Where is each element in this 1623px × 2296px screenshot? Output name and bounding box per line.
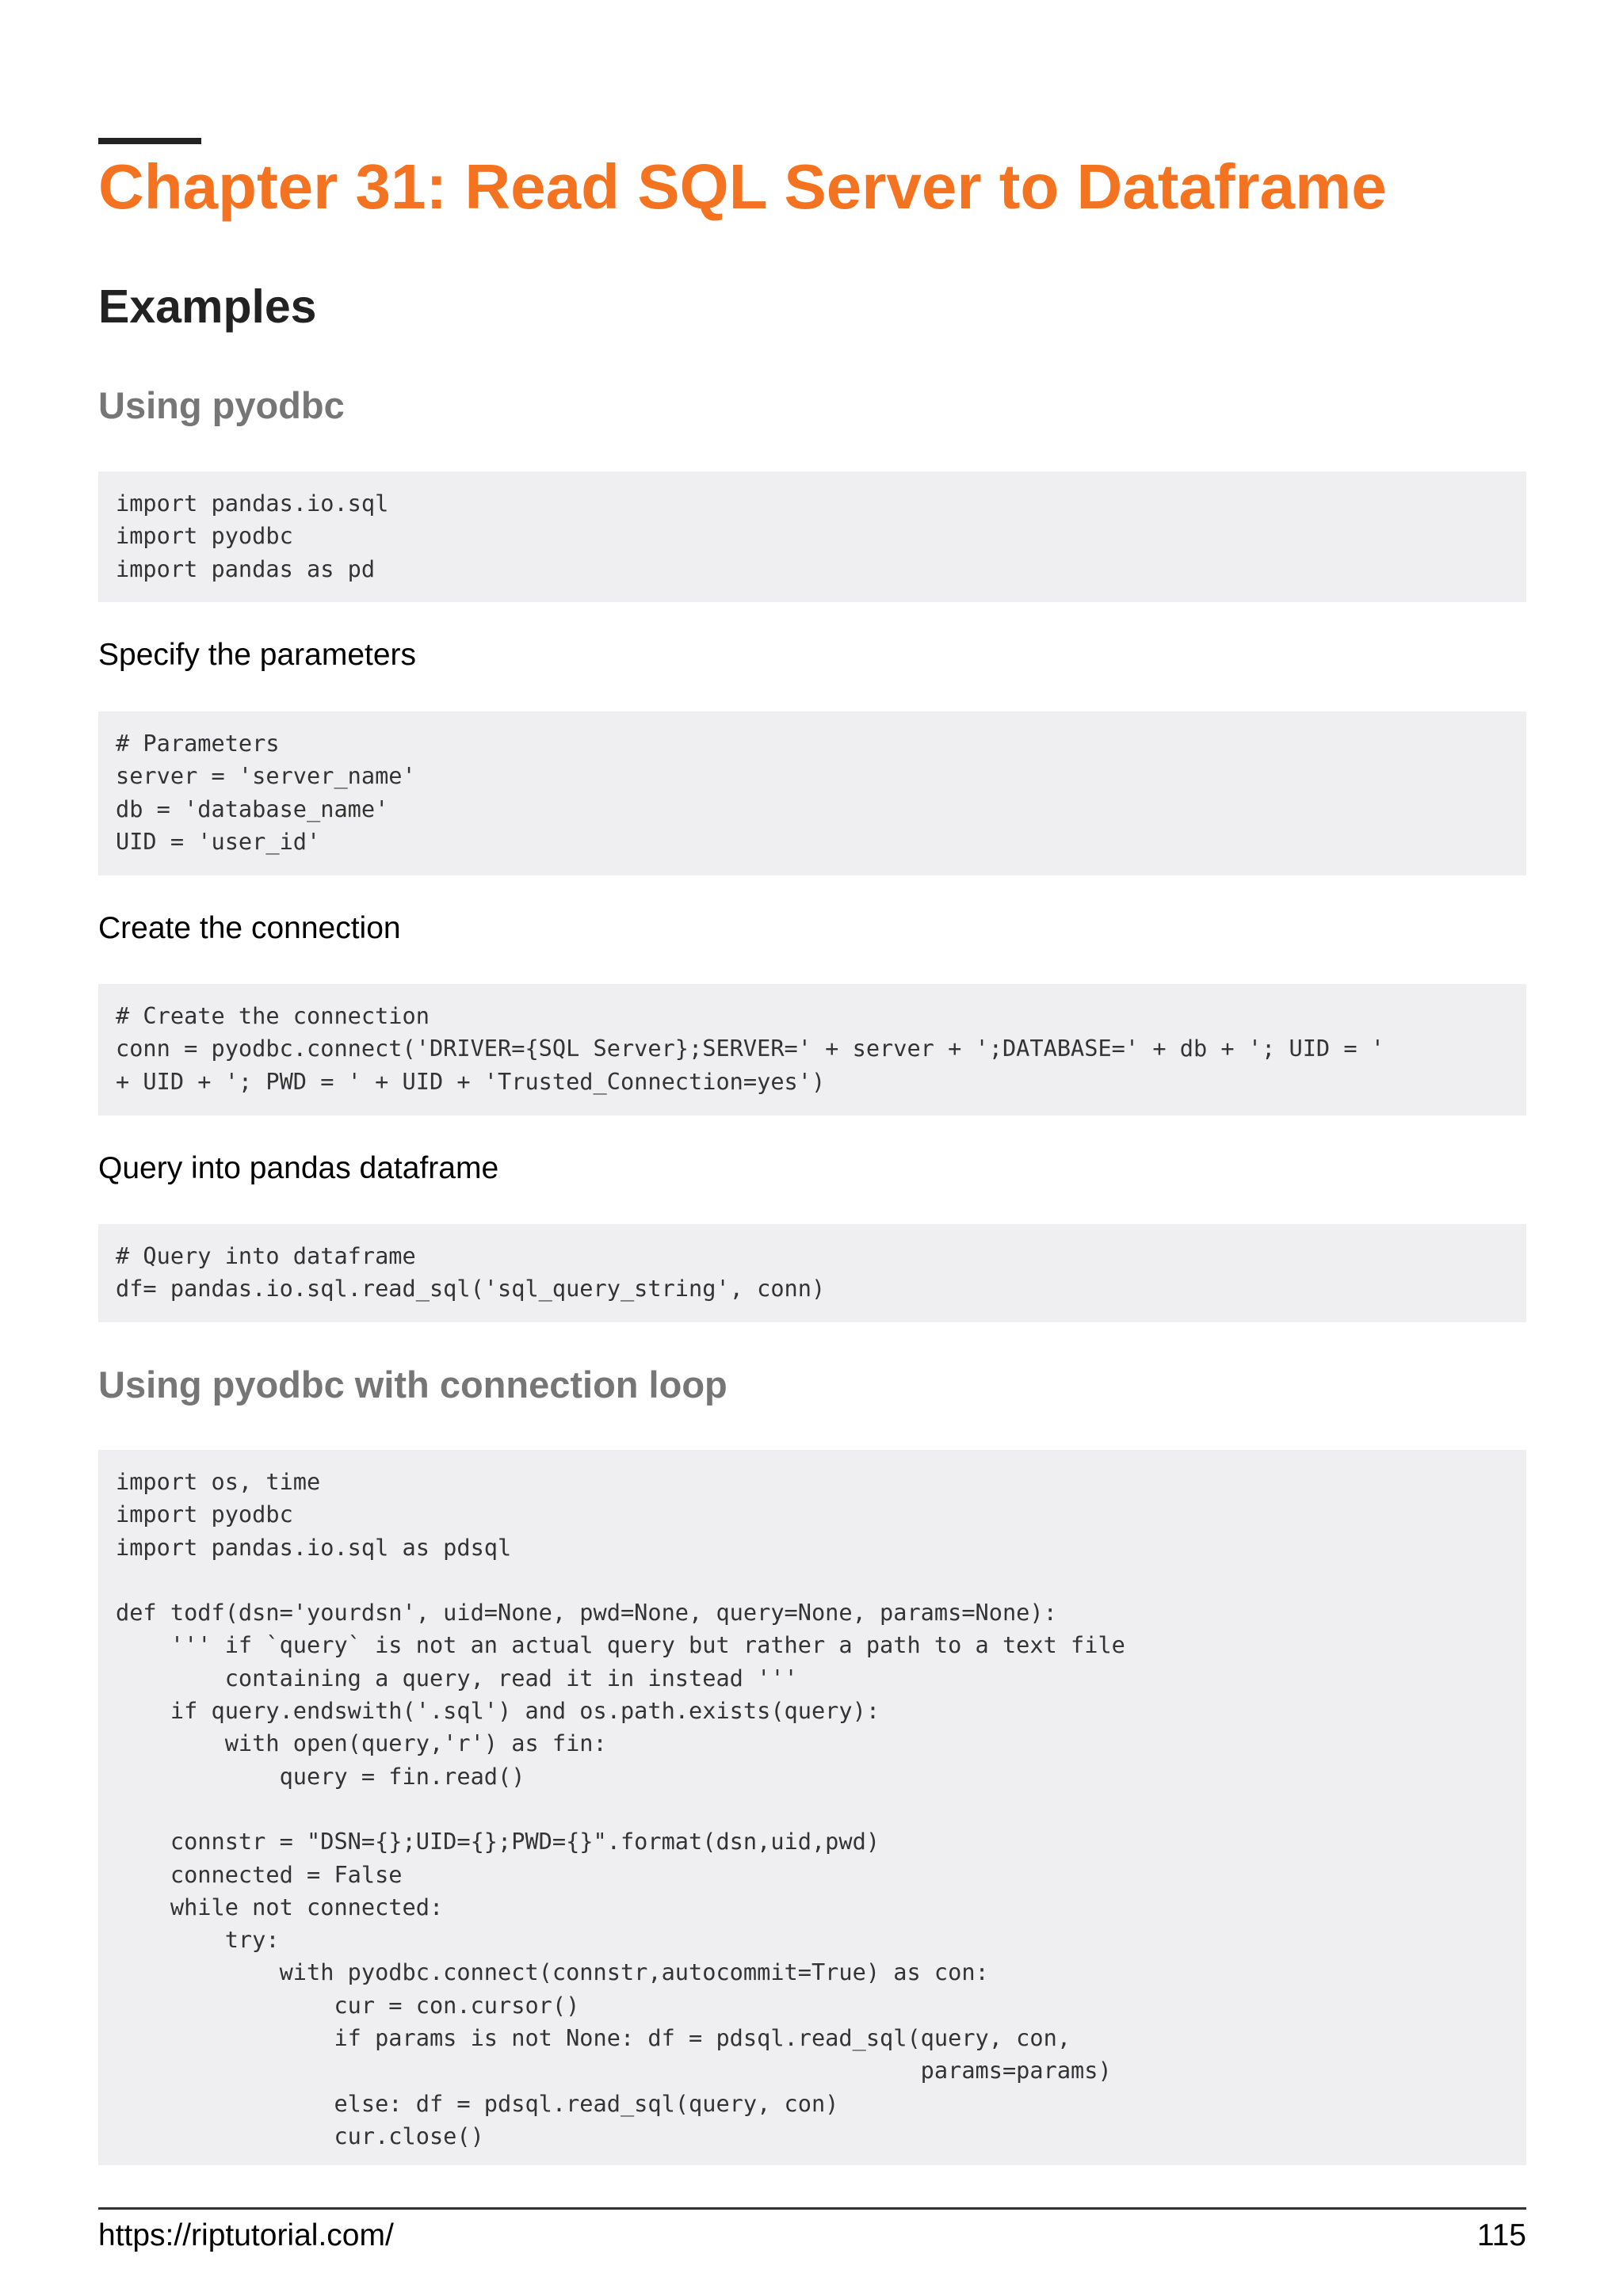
code-connection: # Create the connection conn = pyodbc.connect('DRIVER={SQL Server};SERVER=' + server + ';DATABASE=' + db + '; UID = ' + UID + '; PWD = ' + UID + 'Trusted_Connection=yes') [116, 1002, 1384, 1095]
footer-rule [98, 2207, 1526, 2210]
section-title-examples: Examples [98, 280, 317, 333]
code-imports: import pandas.io.sql import pyodbc import pandas as pd [116, 490, 389, 582]
footer-url[interactable]: https://riptutorial.com/ [98, 2218, 394, 2252]
document-page [98, 0, 1526, 2296]
code-connection-loop: import os, time import pyodbc import pandas.io.sql as pdsql def todf(dsn='yourdsn', uid=None, pwd=None, query=None, params=None): ''' if `query` is not an actual query but rather a path to a text file containing a query, read it in instead ''' if query.endswith('.sql') and os.path.exists(query): with open(query,'r') as fin: query = fin.read() connstr = "DSN={};UID={};PWD={}".format(dsn,uid,pwd) connected = False while not connected: try: with pyodbc.connect(connstr,autocommit=True) as con: cur = con.cursor() if params is not None: df = pdsql.read_sql(query, con, params=params) else: df = pdsql.read_sql(query, con) cur.close() [116, 1468, 1125, 2149]
chapter-rule [98, 138, 201, 144]
code-block-imports [98, 471, 1526, 602]
page-number: 115 [1476, 2218, 1526, 2252]
text-specify-parameters: Specify the parameters [98, 638, 417, 672]
subsection-title-using-pyodbc: Using pyodbc [98, 384, 345, 426]
chapter-title: Chapter 31: Read SQL Server to Dataframe [98, 151, 1387, 222]
code-block-connection [98, 984, 1526, 1116]
code-block-parameters [98, 711, 1526, 875]
code-block-query [98, 1224, 1526, 1322]
code-parameters: # Parameters server = 'server_name' db = 'database_name' UID = 'user_id' [116, 730, 416, 855]
code-query: # Query into dataframe df= pandas.io.sql.read_sql('sql_query_string', conn) [116, 1242, 826, 1302]
code-block-connection-loop [98, 1450, 1526, 2165]
text-create-connection: Create the connection [98, 911, 401, 945]
subsection-title-connection-loop: Using pyodbc with connection loop [98, 1363, 727, 1405]
text-query-dataframe: Query into pandas dataframe [98, 1151, 499, 1185]
